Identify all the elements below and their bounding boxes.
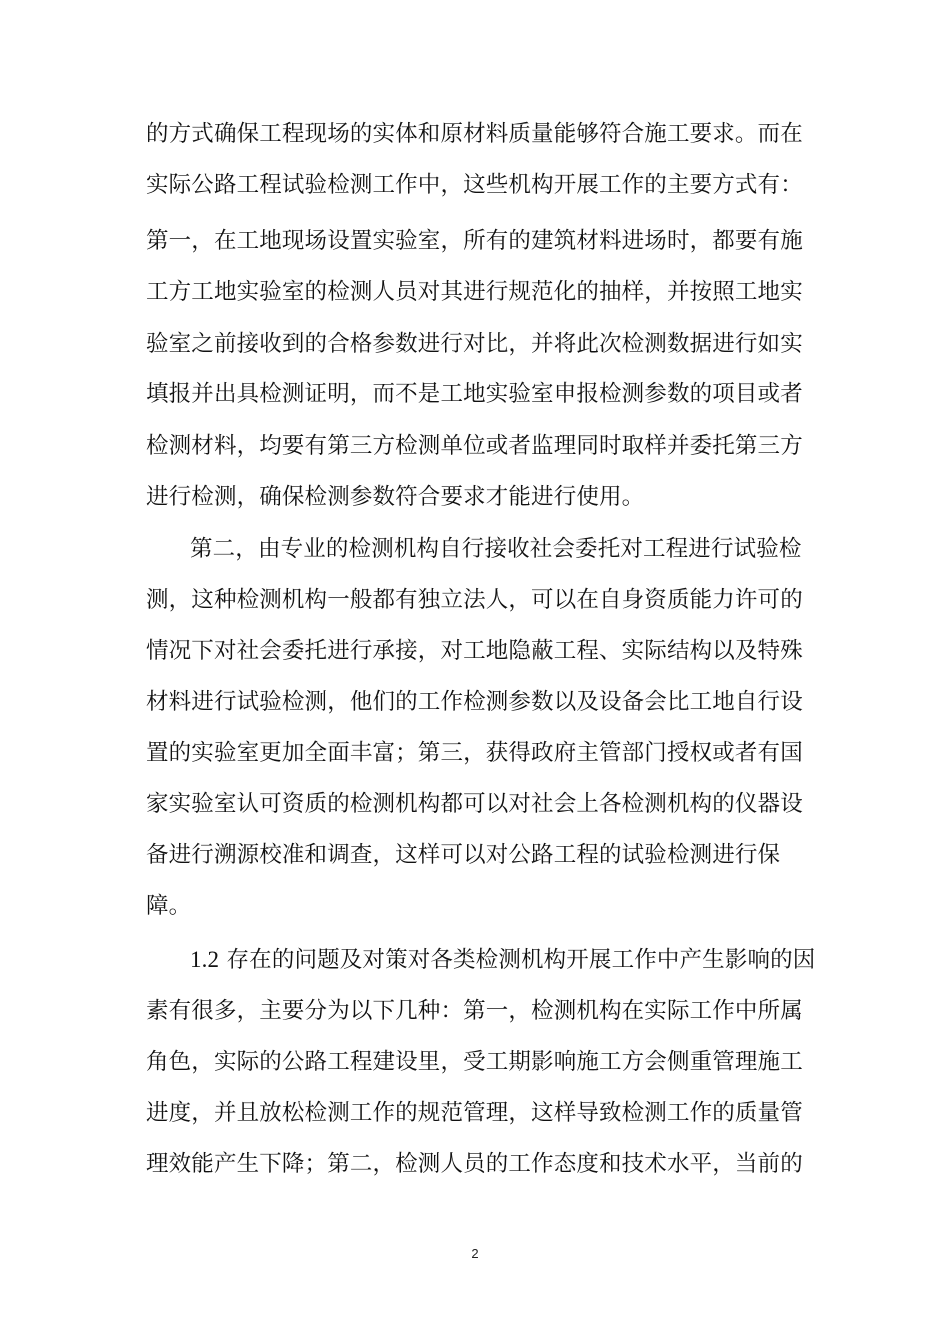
section-number: 1.2 <box>190 947 220 972</box>
text-line-5: 验室之前接收到的合格参数进行对比，并将此次检测数据进行如实 <box>146 331 803 357</box>
text-line-20: 进度，并且放松检测工作的规范管理，这样导致检测工作的质量管 <box>146 1100 803 1126</box>
text-line-4: 工方工地实验室的检测人员对其进行规范化的抽样，并按照工地实 <box>146 279 803 305</box>
text-line-21: 理效能产生下降；第二，检测人员的工作态度和技术水平，当前的 <box>146 1151 803 1177</box>
text-line-17-body: 存在的问题及对策对各类检测机构开展工作中产生影响的因 <box>226 947 816 973</box>
page-number: 2 <box>471 1246 479 1261</box>
text-line-10: 测，这种检测机构一般都有独立法人，可以在自身资质能力许可的 <box>146 587 803 613</box>
text-line-11: 情况下对社会委托进行承接，对工地隐蔽工程、实际结构以及特殊 <box>146 638 803 664</box>
text-line-15: 备进行溯源校准和调查，这样可以对公路工程的试验检测进行保 <box>146 842 781 868</box>
text-line-8: 进行检测，确保检测参数符合要求才能进行使用。 <box>146 484 645 510</box>
text-line-3: 第一，在工地现场设置实验室，所有的建筑材料进场时，都要有施 <box>146 228 803 254</box>
text-line-7: 检测材料，均要有第三方检测单位或者监理同时取样并委托第三方 <box>146 433 803 459</box>
text-line-18: 素有很多，主要分为以下几种：第一，检测机构在实际工作中所属 <box>146 998 803 1024</box>
text-line-6: 填报并出具检测证明，而不是工地实验室申报检测参数的项目或者 <box>146 381 803 407</box>
text-line-19: 角色，实际的公路工程建设里，受工期影响施工方会侧重管理施工 <box>146 1049 803 1075</box>
text-line-13: 置的实验室更加全面丰富；第三，获得政府主管部门授权或者有国 <box>146 740 803 766</box>
text-line-16: 障。 <box>146 893 192 919</box>
text-line-9: 第二，由专业的检测机构自行接收社会委托对工程进行试验检 <box>190 536 802 562</box>
text-line-12: 材料进行试验检测，他们的工作检测参数以及设备会比工地自行设 <box>146 689 803 715</box>
text-line-2: 实际公路工程试验检测工作中，这些机构开展工作的主要方式有： <box>146 172 803 198</box>
text-line-14: 家实验室认可资质的检测机构都可以对社会上各检测机构的仪器设 <box>146 791 803 817</box>
text-line-17 <box>190 940 816 980</box>
text-line-1: 的方式确保工程现场的实体和原材料质量能够符合施工要求。而在 <box>146 121 803 147</box>
